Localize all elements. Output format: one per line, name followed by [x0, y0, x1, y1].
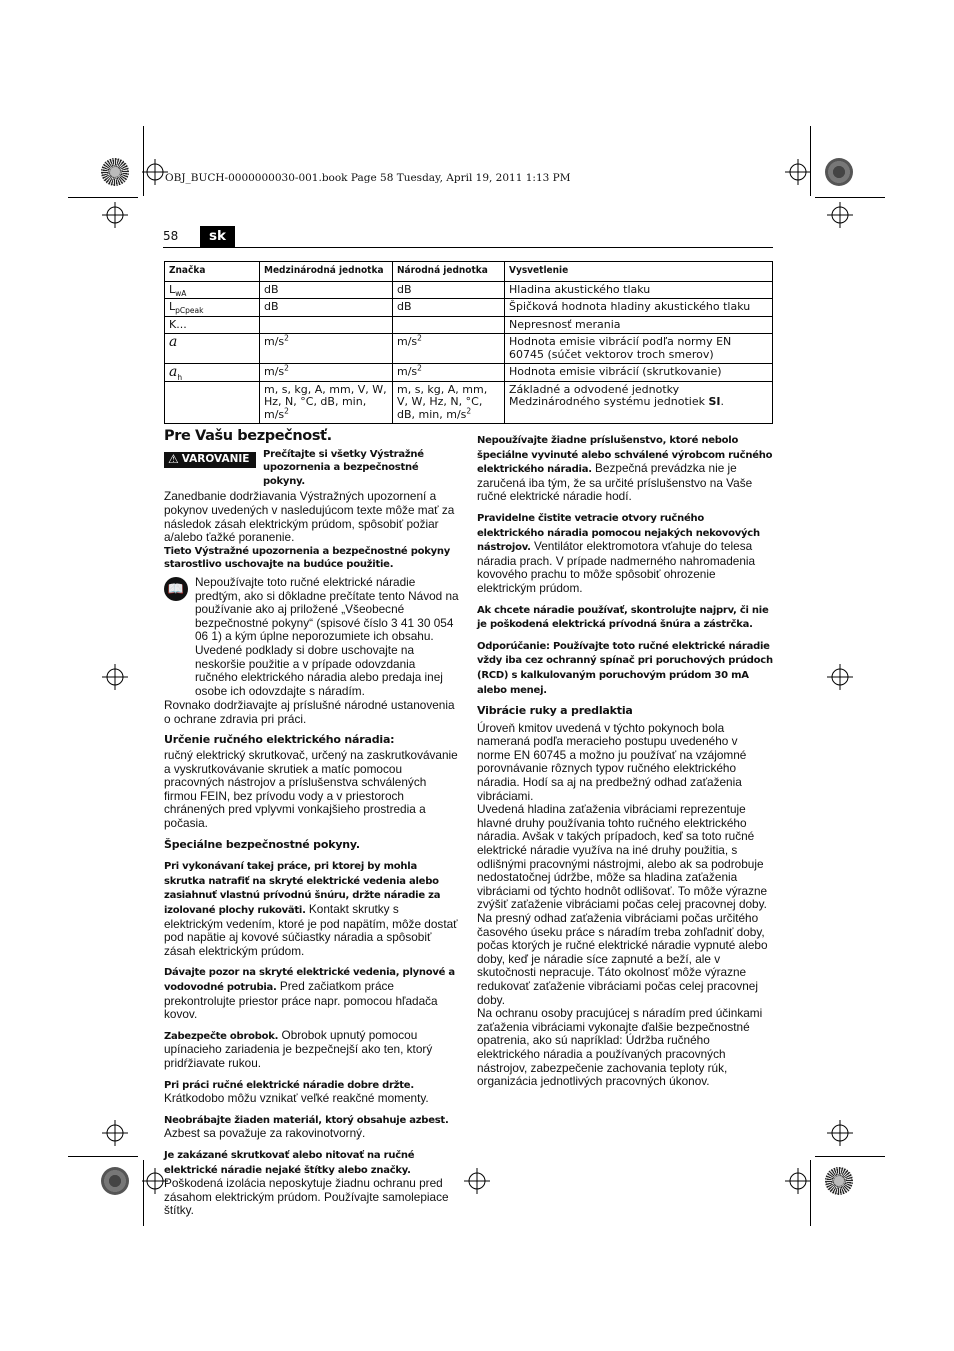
header-rule [163, 247, 773, 248]
description-cell: Hodnota emisie vibrácií (skrutkovanie) [505, 364, 773, 382]
vibration-heading: Vibrácie ruky a predlaktia [477, 704, 633, 718]
vibration-text: Na ochranu osoby pracujúcej s náradím pred účinkami zaťaženia vibráciami vykonajte ďalšie bezpečnostné opatrenia, ako sú napríklad: Údržba ručného elektrického náradia a používaných pracovných nástrojov, zabezpečenie zachovania teploty rúk, organizácia jednotlivých pracovných úkonov. [477, 1006, 763, 1089]
intl-unit-cell: dB [260, 281, 393, 299]
vibration-text: Úroveň kmitov uvedená v týchto pokynoch bola nameraná podľa meracieho postupu uvedeného v norme EN 60745 a možno ju používať na vzájomné porovnávanie rôznych typov ručného elektrického náradia. Hodí sa aj na predbežný odhad zaťaženia vibráciami. [477, 720, 747, 803]
registration-target-icon [102, 1120, 128, 1146]
column-header: Vysvetlenie [505, 262, 773, 282]
registration-target-icon [785, 159, 811, 185]
warning-badge: ⚠ VAROVANIE [164, 452, 256, 468]
keep-instructions: Tieto Výstražné upozornenia a bezpečnostné pokyny starostlivo uschovajte na budúce použitie. [164, 545, 451, 571]
symbol-cell: $L_{pCpeak}$ [165, 299, 260, 317]
registration-target-icon [827, 202, 853, 228]
natl-unit-cell: dB [393, 299, 505, 317]
column-header: Národná jednotka [393, 262, 505, 282]
safety-item: Pravidelne čistite vetracie otvory ručného elektrického náradia pomocou nejakých nekovových nástrojov. Ventilátor elektromotora vťahuje do telesa náradia prach. V prípade nadmerného nahromadenia kovového prachu to môže spôsobiť ohrozenie elektrickým prúdom. [477, 512, 760, 595]
description-cell: Špičková hodnota hladiny akustického tlaku [505, 299, 773, 317]
registration-target-icon [827, 1120, 853, 1146]
registration-target-icon [102, 664, 128, 690]
intl-unit-cell: m, s, kg, A, mm, V, W, Hz, N, °C, dB, min, $m/s^2$ [260, 381, 393, 424]
color-dial-icon [101, 158, 129, 186]
print-header: OBJ_BUCH-0000000030-001.book Page 58 Tuesday, April 19, 2011 1:13 PM [165, 172, 571, 184]
table-row [165, 381, 773, 424]
read-manual-icon: 📖 [164, 577, 188, 601]
registration-target-icon [827, 664, 853, 690]
symbol-cell: $a_h$ [165, 364, 260, 382]
natl-unit-cell: m, s, kg, A, mm, V, W, Hz, N, °C, dB, min, $m/s^2$ [393, 381, 505, 424]
table-row [165, 364, 773, 382]
registration-target-icon [102, 202, 128, 228]
description-cell: Nepresnosť merania [505, 316, 773, 334]
description-cell: Základné a odvodené jednotky Medzinárodného systému jednotiek SI. [505, 381, 773, 424]
symbol-cell: $L_{wA}$ [165, 281, 260, 299]
purpose-text: ručný elektrický skrutkovač, určený na zaskrutkovávanie a vyskrutkovávanie skrutiek a matíc pomocou pracovných nástrojov a príslušenstva schválených firmou FEIN, bez prívodu vody a v priestoroch chránených pred vplyvmi vonkajšieho prostredia a počasia. [164, 748, 458, 831]
natl-unit-cell: $m/s^2$ [393, 334, 505, 364]
language-badge: sk [200, 226, 235, 247]
intl-unit-cell: $m/s^2$ [260, 364, 393, 382]
manual-notice-text: Nepoužívajte toto ručné elektrické náradie predtým, ako si dôkladne prečítate tento Návod na používanie ako aj priložené „Všeobecné bezpečnostné pokyny“ (spisové číslo 3 41 30 054 06 1) a kým úplne neporozumiete ich obsahu. Uvedené podklady si dobre uschovajte na neskoršie použitie a v prípade odovzdania ručného elektrického náradia alebo predaja inej osobe ich odovzdajte s náradím. [195, 574, 459, 698]
symbol-cell: K... [165, 316, 260, 334]
table-header-row [165, 262, 773, 282]
section-title: Pre Vašu bezpečnosť. [164, 428, 332, 444]
table-row [165, 281, 773, 299]
table-row [165, 316, 773, 334]
warning-block [164, 448, 461, 489]
safety-item: Pri vykonávaní takej práce, pri ktorej by mohla skrutka natrafiť na skryté elektrické vedenia alebo zasiahnuť vlastnú prívodnú šnúru, držte náradie za izolované plochy rukoväti. Kontakt skrutky s elektrickým vedením, ktoré je pod napätím, môže dostať pod napätie aj kovové súčiastky náradia a spôsobiť zásah elektrickým prúdom. [164, 861, 458, 958]
safety-item: Nepoužívajte žiadne príslušenstvo, ktoré nebolo špeciálne vyvinuté alebo schválené výrobcom ručného elektrického náradia. Bezpečná prevádzka nie je zaručená iba tým, že sa určité príslušenstvo na Vaše ručné elektrické náradie hodí. [477, 435, 773, 504]
symbol-cell [165, 381, 260, 424]
natl-unit-cell: dB [393, 281, 505, 299]
left-column [164, 430, 461, 1225]
warning-heading: Prečítajte si všetky Výstražné upozornenia a bezpečnostné pokyny. [263, 448, 424, 487]
safety-item: Pri práci ručné elektrické náradie dobre držte. Krátkodobo môžu vznikať veľké reakčné momenty. [164, 1079, 429, 1106]
registration-target-icon [785, 1168, 811, 1194]
safety-item: Dávajte pozor na skryté elektrické vedenia, plynové a vodovodné potrubia. Pred začiatkom práce prekontrolujte priestor práce napr. pomocou hľadača kovov. [164, 967, 455, 1022]
vibration-text: Na presný odhad zaťaženia vibráciami počas určitého časového úseku práce s náradím treba zohľadniť doby, počas ktorých je ručné elektrické náradie vypnuté alebo doby, keď je náradie síce zapnuté a beží, ale v skutočnosti nepracuje. Táto okolnosť môže výrazne redukovať zaťaženie vibráciami počas celej pracovnej doby. [477, 911, 768, 1007]
table-row [165, 299, 773, 317]
purpose-heading: Určenie ručného elektrického náradia: [164, 733, 395, 747]
intl-unit-cell: dB [260, 299, 393, 317]
warning-text: Zanedbanie dodržiavania Výstražných upozornení a pokynov uvedených v nasledujúcom texte môže mať za následok zásah elektrickým prúdom, spôsobiť požiar a/alebo ťažké poranenie. [164, 489, 455, 545]
safety-item: Odporúčanie: Používajte toto ručné elektrické náradie vždy iba cez ochranný spínač pri poruchových prúdoch (RCD) s kalkulovaným poruchovým prúdom 30 mA alebo menej. [477, 640, 773, 696]
registration-target-icon [464, 1168, 490, 1194]
vibration-text: Uvedená hladina zaťaženia vibráciami reprezentuje hlavné druhy používania tohto ručného elektrického náradia. Avšak v takých prípadoch, keď sa toto ručné elektrické náradie využíva na iné druhy použitia, s odlišnými pracovnými nástrojmi, alebo ak sa podrobuje nedostatočnej údržbe, môže sa hladina zaťaženia vibráciami od týchto hodnôt odlišovať. To môže výrazne zvýšiť zaťaženie vibráciami počas celej pracovnej doby. [477, 802, 768, 912]
right-column [477, 433, 774, 1089]
column-header: Značka [165, 262, 260, 282]
color-dial-icon [825, 1167, 853, 1195]
regulations-text: Rovnako dodržiavajte aj príslušné národné ustanovenia o ochrane zdravia pri práci. [164, 698, 455, 726]
warning-triangle-icon: ⚠ [168, 451, 179, 466]
natl-unit-cell [393, 316, 505, 334]
intl-unit-cell: $m/s^2$ [260, 334, 393, 364]
color-dial-icon [101, 1167, 129, 1195]
safety-item: Zabezpečte obrobok. Obrobok upnutý pomocou upínacieho zariadenia je bezpečnejší ako ten, ktorý pridŕžiavate rukou. [164, 1027, 433, 1070]
safety-item: Je zakázané skrutkovať alebo nitovať na ručné elektrické náradie nejaké štítky alebo značky. Poškodená izolácia neposkytuje žiadnu ochranu pred zásahom elektrickým prúdom. Používajte samolepiace štítky. [164, 1149, 449, 1218]
symbol-cell: a [165, 334, 260, 364]
natl-unit-cell: $m/s^2$ [393, 364, 505, 382]
intl-unit-cell [260, 316, 393, 334]
safety-item: Ak chcete náradie používať, skontrolujte najprv, či nie je poškodená elektrická prívodná šnúra a zástrčka. [477, 604, 769, 631]
description-cell: Hodnota emisie vibrácií podľa normy EN 60745 (súčet vektorov troch smerov) [505, 334, 773, 364]
color-dial-icon [825, 158, 853, 186]
table-row [165, 334, 773, 364]
symbol-table [164, 261, 773, 424]
column-header: Medzinárodná jednotka [260, 262, 393, 282]
page-number: 58 [163, 229, 179, 243]
safety-item: Neobrábajte žiaden materiál, ktorý obsahuje azbest. Azbest sa považuje za rakovinotvorný. [164, 1114, 449, 1141]
description-cell: Hladina akustického tlaku [505, 281, 773, 299]
manual-notice [164, 576, 461, 698]
special-safety-heading: Špeciálne bezpečnostné pokyny. [164, 837, 360, 851]
